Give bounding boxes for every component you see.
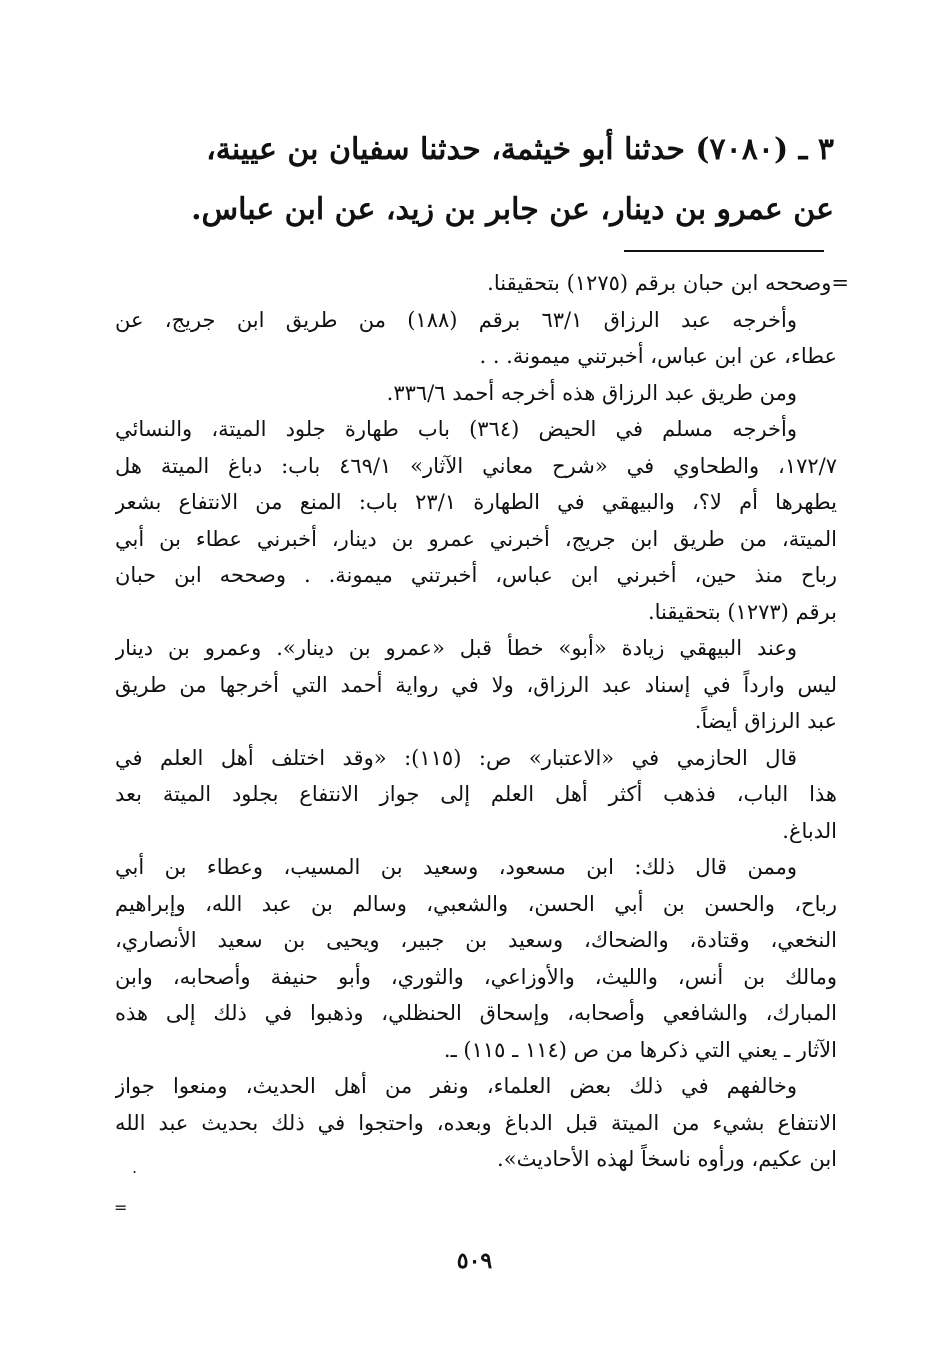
footnote-line: وممن قال ذلك: ابن مسعود، وسعيد بن المسيب، وعطاء بن أبي <box>115 855 797 879</box>
footnote-line: قال الحازمي في «الاعتبار» ص: (١١٥): «وقد اختلف أهل العلم في <box>115 745 797 770</box>
footnote-line: =وصححه ابن حبان برقم (١٢٧٥) بتحقيقنا. <box>487 271 849 295</box>
footnote-line: ابن عكيم، ورأوه ناسخاً لهذه الأحاديث». <box>497 1147 837 1171</box>
footnote-line: وأخرجه مسلم في الحيض (٣٦٤) باب طهارة جلود الميتة، والنسائي <box>115 417 797 441</box>
footnote-line: يطهرها أم لا؟، والبيهقي في الطهارة ٢٣/١ باب: المنع من الانتفاع بشعر <box>115 490 837 514</box>
footnote-line: عبد الرزاق أيضاً. <box>694 709 837 733</box>
footnote-line: رباح، والحسن بن أبي الحسن، والشعبي، وسالم بن عبد الله، وإبراهيم <box>115 891 837 916</box>
hadith-text <box>110 120 834 240</box>
footnote-line: هذا الباب، فذهب أكثر أهل العلم إلى جواز الانتفاع بجلود الميتة بعد <box>115 782 837 806</box>
footnote-line: عطاء، عن ابن عباس، أخبرتني ميمونة. . . <box>479 344 837 368</box>
margin-dot-mark: . <box>132 1158 138 1177</box>
footnote-line: وأخرجه عبد الرزاق ٦٣/١ برقم (١٨٨) من طريق ابن جريج، عن <box>115 307 797 332</box>
footnote-line: ومن طريق عبد الرزاق هذه أخرجه أحمد ٣٣٦/٦. <box>386 380 797 405</box>
hadith-line-2: عن عمرو بن دينار، عن جابر بن زيد، عن ابن عباس. <box>191 192 834 227</box>
footnote-line: الانتفاع بشيء من الميتة قبل الدباغ وبعده، واحتجوا في ذلك بحديث عبد الله <box>115 1110 837 1135</box>
footnote-line: ١٧٢/٧، والطحاوي في «شرح معاني الآثار» ٤٦٩/١ باب: دباغ الميتة هل <box>115 453 837 478</box>
footnote-line: وخالفهم في ذلك بعض العلماء، ونفر من أهل الحديث، ومنعوا جواز <box>115 1074 797 1098</box>
page-number: ٥٠٩ <box>456 1248 493 1274</box>
footnote-line: الميتة، من طريق ابن جريج، أخبرني عمرو بن دينار، أخبرني عطاء بن أبي <box>115 526 837 551</box>
footnote-line: المبارك، والشافعي وأصحابه، وإسحاق الحنظلي، وذهبوا في ذلك إلى هذه <box>115 1001 837 1025</box>
margin-continuation-mark: = <box>114 1198 128 1217</box>
footnote-line: النخعي، وقتادة، والضحاك، وسعيد بن جبير، ويحيى بن سعيد الأنصاري، <box>115 928 837 952</box>
hadith-line-1: ٣ ـ (٧٠٨٠) حدثنا أبو خيثمة، حدثنا سفيان بن عيينة، <box>206 132 834 167</box>
footnote-separator <box>624 250 824 252</box>
footnote-line: برقم (١٢٧٣) بتحقيقنا. <box>647 599 837 624</box>
footnotes <box>115 265 849 1178</box>
footnote-line: ومالك بن أنس، والليث، والأوزاعي، والثوري، وأبو حنيفة وأصحابه، وابن <box>115 964 837 989</box>
footnote-line: الآثار ـ يعني التي ذكرها من ص (١١٤ ـ ١١٥) ـ. <box>443 1037 837 1062</box>
footnote-line: ليس وارداً في إسناد عبد الرزاق، ولا في رواية أحمد التي أخرجها من طريق <box>115 672 837 697</box>
footnote-line: الدباغ. <box>782 818 837 843</box>
footnote-line: رباح منذ حين، أخبرني ابن عباس، أخبرتني ميمونة. . وصححه ابن حبان <box>115 563 837 587</box>
footnote-line: وعند البيهقي زيادة «أبو» خطأ قبل «عمرو بن دينار». وعمرو بن دينار <box>115 636 797 660</box>
